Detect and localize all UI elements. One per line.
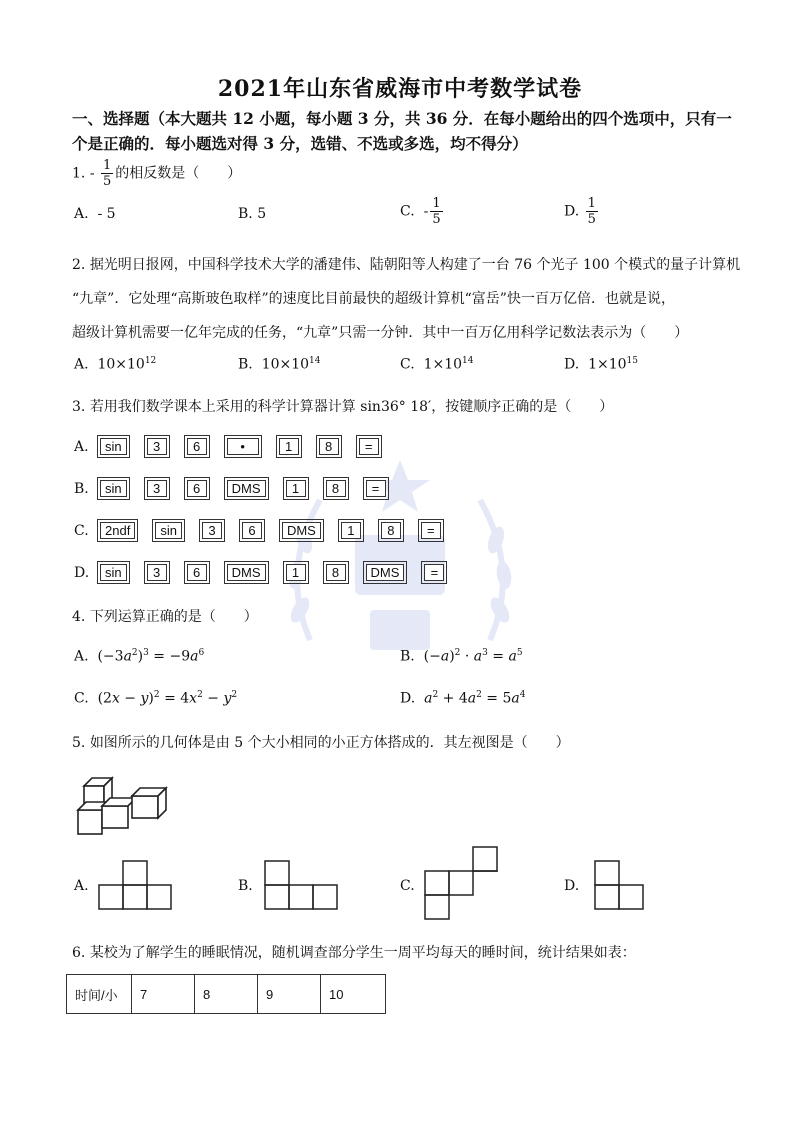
key-dms: DMS [227, 480, 266, 497]
q5-option-c[interactable]: C. [400, 878, 415, 894]
q2-option-a[interactable]: A. $10\times 10^{12}$ [74, 356, 157, 373]
key-sin: sin [155, 522, 182, 539]
table-cell: 10 [321, 975, 386, 1014]
q4-option-b[interactable]: B. $(-a)^2 \cdot a^3 = a^5$ [400, 648, 523, 665]
table-row [67, 975, 386, 1014]
sleep-time-table [66, 974, 386, 1014]
q5-option-d-figure[interactable] [594, 860, 644, 910]
key-8: 8 [319, 438, 339, 455]
q1-option-a[interactable]: A. - 5 [74, 206, 116, 222]
question-3: 3. 若用我们数学课本上采用的科学计算器计算 sin36° 18′，按键顺序正确的是（ ） [72, 399, 614, 415]
q5-option-d[interactable]: D. [564, 878, 580, 894]
question-6: 6. 某校为了解学生的睡眠情况，随机调查部分学生一周平均每天的睡时间，统计结果如表： [72, 945, 636, 961]
cube-solid-figure [74, 768, 178, 836]
q3-option-d[interactable]: D. sin 3 6 DMS 1 8 DMS = [74, 564, 464, 581]
q5-option-b-figure[interactable] [264, 860, 338, 910]
key-8: 8 [326, 480, 346, 497]
q3-option-c[interactable]: C. 2ndf sin 3 6 DMS 1 8 = [74, 522, 461, 539]
q2-option-c[interactable]: C. $1\times 10^{14}$ [400, 356, 474, 373]
q5-option-b[interactable]: B. [238, 878, 253, 894]
table-cell: 9 [258, 975, 321, 1014]
key-6: 6 [187, 438, 207, 455]
table-cell: 7 [132, 975, 195, 1014]
key-equals: = [366, 480, 386, 497]
key-8: 8 [326, 564, 346, 581]
q3-option-a[interactable]: A. sin 3 6 • 1 8 = [74, 438, 399, 455]
key-6: 6 [187, 480, 207, 497]
key-6: 6 [242, 522, 262, 539]
key-3: 3 [202, 522, 222, 539]
q1-option-c[interactable]: C. - $\frac{1}{5}$ [400, 196, 441, 227]
q5-option-a[interactable]: A. [74, 878, 89, 894]
key-equals: = [421, 522, 441, 539]
q2-option-b[interactable]: B. $10\times 10^{14}$ [238, 356, 321, 373]
key-3: 3 [147, 480, 167, 497]
key-sin: sin [100, 480, 127, 497]
key-1: 1 [279, 438, 299, 455]
key-equals: = [424, 564, 444, 581]
key-equals: = [359, 438, 379, 455]
question-5: 5. 如图所示的几何体是由 5 个大小相同的小正方体搭成的．其左视图是（ ） [72, 735, 570, 751]
table-cell: 8 [195, 975, 258, 1014]
question-1: 1. - $\frac{1}{5}$ 的相反数是（ ） [72, 158, 242, 189]
key-6: 6 [187, 564, 207, 581]
q2-option-d[interactable]: D. $1\times 10^{15}$ [564, 356, 638, 373]
q4-option-c[interactable]: C. $(2x - y)^2 = 4x^2 - y^2$ [74, 690, 238, 707]
q5-option-c-figure[interactable] [424, 846, 498, 920]
question-number: 1. [72, 165, 86, 182]
key-8: 8 [381, 522, 401, 539]
page-title: 2021年山东省威海市中考数学试卷 [217, 76, 583, 102]
key-dms: DMS [366, 564, 405, 581]
section-heading: 一、选择题（本大题共 12 小题，每小题 3 分，共 36 分．在每小题给出的四个选项中，只有一个是正确的．每小题选对得 3 分，选错、不选或多选，均不得分） [72, 109, 732, 153]
key-2ndf: 2ndf [100, 522, 135, 539]
key-1: 1 [341, 522, 361, 539]
q3-option-b[interactable]: B. sin 3 6 DMS 1 8 = [74, 480, 406, 497]
q1-option-b[interactable]: B. 5 [238, 206, 267, 222]
q1-option-d[interactable]: D. $\frac{1}{5}$ [564, 196, 596, 227]
q4-option-a[interactable]: A. $(-3a^2)^3 = -9a^6$ [74, 648, 205, 665]
q5-option-a-figure[interactable] [98, 860, 172, 910]
question-4: 4. 下列运算正确的是（ ） [72, 609, 258, 625]
key-3: 3 [147, 438, 167, 455]
key-dot: • [227, 438, 259, 455]
key-dms: DMS [282, 522, 321, 539]
key-sin: sin [100, 564, 127, 581]
question-2: 2. 据光明日报网，中国科学技术大学的潘建伟、陆朝阳等人构建了一台 76 个光子 100 个模式的量子计算机 “九章”．它处理“高斯玻色取样”的速度比目前最快的超级计算机“富岳”快一百万亿倍．也就是说， 超级计算机需要一亿年完成的任务，“九章”只需一分钟．其中一百万亿用科学记数法表示为（ ） [72, 257, 741, 341]
key-3: 3 [147, 564, 167, 581]
fraction: $\frac{1}{5}$ [103, 158, 112, 189]
key-sin: sin [100, 438, 127, 455]
key-1: 1 [286, 480, 306, 497]
table-header-cell: 时间/小 [67, 975, 132, 1014]
q4-option-d[interactable]: D. $a^2 + 4a^2 = 5a^4$ [400, 690, 526, 707]
key-dms: DMS [227, 564, 266, 581]
key-1: 1 [286, 564, 306, 581]
